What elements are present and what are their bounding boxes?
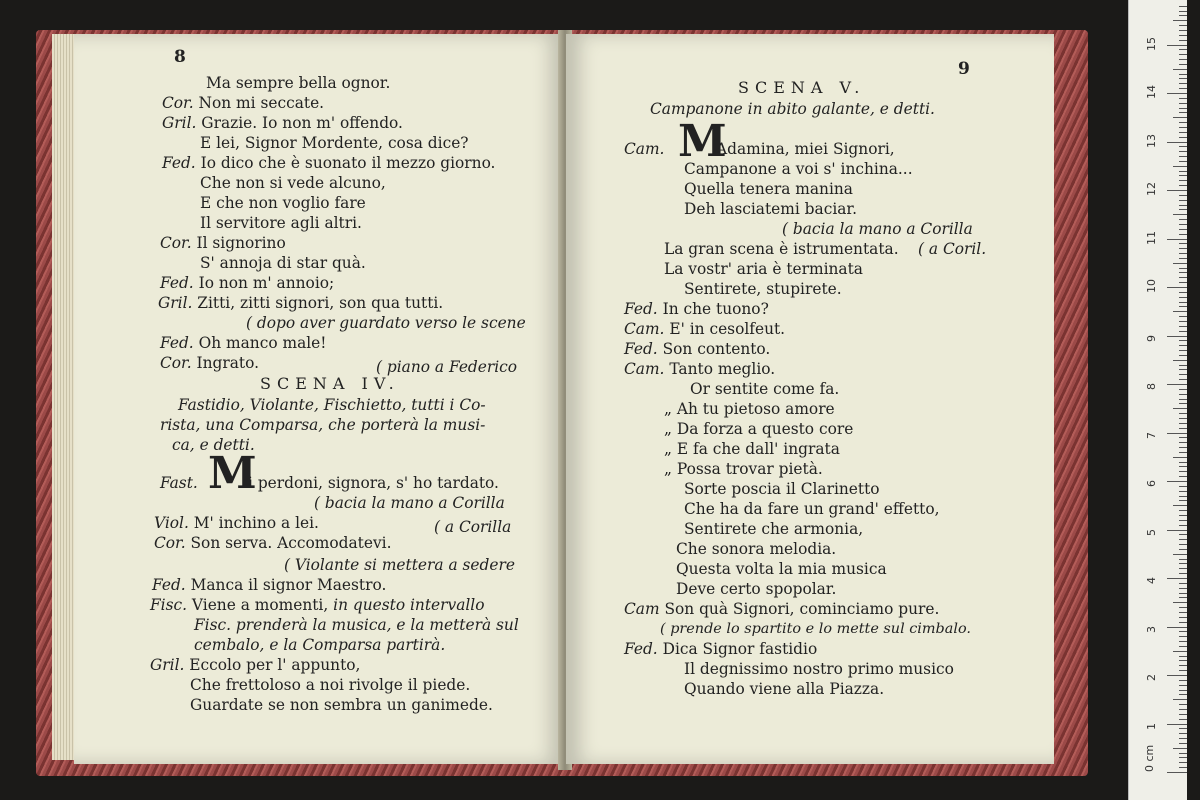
stage-direction: ( a Corilla xyxy=(434,518,512,536)
ruler-tick xyxy=(1179,757,1187,758)
ruler-tick xyxy=(1179,656,1187,657)
ruler-tick xyxy=(1173,360,1187,361)
ruler-tick xyxy=(1173,457,1187,458)
ruler-tick xyxy=(1179,127,1187,128)
page-edges xyxy=(52,34,76,760)
ruler-tick xyxy=(1173,214,1187,215)
ruler-number: 5 xyxy=(1145,528,1158,536)
ruler-tick xyxy=(1167,384,1187,385)
ruler-tick xyxy=(1179,568,1187,569)
ruler-tick xyxy=(1173,117,1187,118)
text-line: Adamina, miei Signori, xyxy=(716,140,895,158)
ruler-tick xyxy=(1179,588,1187,589)
ruler-number: 1 xyxy=(1145,722,1158,730)
ruler-tick xyxy=(1179,350,1187,351)
ruler-tick xyxy=(1173,408,1187,409)
text-line: Fed. Dica Signor fastidio xyxy=(624,640,818,658)
measurement-ruler xyxy=(1128,0,1187,800)
ruler-tick xyxy=(1179,544,1187,545)
text-line: Fed. Io dico che è suonato il mezzo giorno. xyxy=(162,154,496,172)
ruler-tick xyxy=(1179,103,1187,104)
ruler-tick xyxy=(1179,539,1187,540)
ruler-tick xyxy=(1179,302,1187,303)
text-line: Che ha da fare un grand' effetto, xyxy=(684,500,940,518)
ruler-number: 15 xyxy=(1145,36,1158,51)
ruler-tick xyxy=(1179,597,1187,598)
ruler-tick xyxy=(1179,636,1187,637)
ruler-tick xyxy=(1173,748,1187,749)
ruler-tick xyxy=(1179,156,1187,157)
text-line: „ Ah tu pietoso amore xyxy=(664,400,835,418)
ruler-tick xyxy=(1179,151,1187,152)
text-line: Cam. E' in cesolfeut. xyxy=(624,320,786,338)
ruler-tick xyxy=(1173,263,1187,264)
ruler-number: 14 xyxy=(1145,85,1158,99)
ruler-tick xyxy=(1179,767,1187,768)
ruler-tick xyxy=(1173,311,1187,312)
ruler-tick xyxy=(1167,578,1187,579)
ruler-tick xyxy=(1173,20,1187,21)
ruler-tick xyxy=(1167,433,1187,434)
ruler-tick xyxy=(1179,423,1187,424)
ruler-tick xyxy=(1179,670,1187,671)
text-line: Che frettoloso a noi rivolge il piede. xyxy=(190,676,471,694)
ruler-number: 9 xyxy=(1145,334,1158,342)
ruler-tick xyxy=(1179,345,1187,346)
text-line: Fed. Io non m' annoio; xyxy=(160,274,335,292)
ruler-tick xyxy=(1179,549,1187,550)
text-line: Cor. Il signorino xyxy=(160,234,286,252)
cast-list: ca, e detti. xyxy=(172,436,255,454)
text-line: Deve certo spopolar. xyxy=(676,580,837,598)
text-line: Fed. In che tuono? xyxy=(624,300,769,318)
ruler-tick xyxy=(1179,88,1187,89)
text-line: Or sentite come fa. xyxy=(690,380,840,398)
speaker-label: Fast. xyxy=(160,474,198,492)
ruler-number: 10 xyxy=(1145,279,1158,293)
ruler-tick xyxy=(1179,365,1187,366)
ruler-tick xyxy=(1179,738,1187,739)
text-line: E che non voglio fare xyxy=(200,194,366,212)
ruler-number: 4 xyxy=(1145,577,1158,584)
ruler-tick xyxy=(1179,6,1187,7)
ruler-tick xyxy=(1179,171,1187,172)
ruler-tick xyxy=(1179,418,1187,419)
ruler-tick xyxy=(1179,49,1187,50)
ruler-tick xyxy=(1179,243,1187,244)
text-line: Sentirete, stupirete. xyxy=(684,280,842,298)
ruler-tick xyxy=(1179,200,1187,201)
ruler-tick xyxy=(1179,496,1187,497)
ruler-tick xyxy=(1167,627,1187,628)
ruler-tick xyxy=(1179,665,1187,666)
ruler-tick xyxy=(1179,714,1187,715)
ruler-number: 11 xyxy=(1145,230,1158,245)
ruler-tick xyxy=(1179,573,1187,574)
ruler-tick xyxy=(1179,161,1187,162)
ruler-tick xyxy=(1179,11,1187,12)
stage-direction: ( Violante si mettera a sedere xyxy=(284,556,515,574)
ruler-tick xyxy=(1179,394,1187,395)
ruler-number: 12 xyxy=(1145,182,1158,196)
ruler-unit: 0 cm xyxy=(1143,744,1156,772)
ruler-tick xyxy=(1179,520,1187,521)
ruler-tick xyxy=(1179,694,1187,695)
ruler-tick xyxy=(1179,733,1187,734)
ruler-tick xyxy=(1179,137,1187,138)
ruler-tick xyxy=(1179,219,1187,220)
ruler-tick xyxy=(1179,180,1187,181)
text-line: Cor. Non mi seccate. xyxy=(162,94,325,112)
scene-heading: SCENA IV. xyxy=(260,374,400,393)
stage-direction: ( piano a Federico xyxy=(376,358,518,376)
text-line: Il degnissimo nostro primo musico xyxy=(684,660,954,678)
text-line: Sorte poscia il Clarinetto xyxy=(684,480,880,498)
scene-heading: SCENA V. xyxy=(738,78,866,97)
ruler-number: 7 xyxy=(1145,431,1158,439)
drop-cap: M xyxy=(208,448,257,499)
ruler-tick xyxy=(1179,78,1187,79)
ruler-tick xyxy=(1179,399,1187,400)
ruler-tick xyxy=(1179,195,1187,196)
text-line: Sentirete che armonia, xyxy=(684,520,864,538)
ruler-tick xyxy=(1179,306,1187,307)
text-line: Guardate se non sembra un ganimede. xyxy=(190,696,493,714)
drop-cap: M xyxy=(678,116,727,167)
ruler-tick xyxy=(1179,83,1187,84)
ruler-tick xyxy=(1179,331,1187,332)
ruler-tick xyxy=(1173,651,1187,652)
ruler-tick xyxy=(1179,389,1187,390)
ruler-tick xyxy=(1179,437,1187,438)
stage-direction: Fisc. prenderà la musica, e la metterà sul xyxy=(194,616,519,634)
ruler-tick xyxy=(1179,340,1187,341)
ruler-tick xyxy=(1179,753,1187,754)
ruler-tick xyxy=(1179,641,1187,642)
ruler-tick xyxy=(1167,142,1187,143)
stage-direction: ( bacia la mano a Corilla xyxy=(782,220,973,238)
ruler-tick xyxy=(1179,374,1187,375)
ruler-tick xyxy=(1179,728,1187,729)
cast-list: rista, una Comparsa, che porterà la musi- xyxy=(160,416,486,434)
ruler-tick xyxy=(1179,108,1187,109)
ruler-tick xyxy=(1167,93,1187,94)
ruler-tick xyxy=(1179,297,1187,298)
cast-list: Campanone in abito galante, e detti. xyxy=(650,100,935,118)
ruler-number: 6 xyxy=(1145,480,1158,487)
ruler-tick xyxy=(1179,690,1187,691)
ruler-tick xyxy=(1179,122,1187,123)
ruler-tick xyxy=(1179,500,1187,501)
ruler-tick xyxy=(1179,680,1187,681)
ruler-tick xyxy=(1179,64,1187,65)
ruler-tick xyxy=(1179,74,1187,75)
ruler-tick xyxy=(1179,369,1187,370)
ruler-tick xyxy=(1179,563,1187,564)
ruler-tick xyxy=(1179,622,1187,623)
ruler-tick xyxy=(1179,40,1187,41)
ruler-tick xyxy=(1179,559,1187,560)
ruler-tick xyxy=(1179,355,1187,356)
ruler-tick xyxy=(1179,534,1187,535)
text-line: Questa volta la mia musica xyxy=(676,560,887,578)
text-line: Che non si vede alcuno, xyxy=(200,174,386,192)
text-line: Cam Son quà Signori, cominciamo pure. xyxy=(624,600,940,618)
ruler-tick xyxy=(1167,239,1187,240)
ruler-tick xyxy=(1179,321,1187,322)
ruler-tick xyxy=(1179,704,1187,705)
ruler-tick xyxy=(1173,699,1187,700)
ruler-tick xyxy=(1179,234,1187,235)
ruler-tick xyxy=(1179,525,1187,526)
ruler-tick xyxy=(1179,510,1187,511)
text-line: Fed. Oh manco male! xyxy=(160,334,327,352)
ruler-tick xyxy=(1179,709,1187,710)
right-page xyxy=(566,34,1054,764)
text-line: Il servitore agli altri. xyxy=(200,214,362,232)
text-line: Cam. Tanto meglio. xyxy=(624,360,776,378)
ruler-tick xyxy=(1179,660,1187,661)
stage-direction: ( prende lo spartito e lo mette sul cimbalo. xyxy=(660,621,971,637)
ruler-tick xyxy=(1179,224,1187,225)
ruler-tick xyxy=(1179,617,1187,618)
ruler-tick xyxy=(1179,743,1187,744)
text-line: Deh lasciatemi baciar. xyxy=(684,200,857,218)
stage-direction: ( a Coril. xyxy=(918,240,987,258)
ruler-tick xyxy=(1173,602,1187,603)
ruler-tick xyxy=(1179,379,1187,380)
ruler-tick xyxy=(1179,54,1187,55)
text-line: Viol. M' inchino a lei. xyxy=(154,514,319,532)
ruler-tick xyxy=(1179,607,1187,608)
text-line: Quella tenera manina xyxy=(684,180,853,198)
ruler-tick xyxy=(1167,45,1187,46)
ruler-tick xyxy=(1179,428,1187,429)
ruler-tick xyxy=(1179,719,1187,720)
text-line: La vostr' aria è terminata xyxy=(664,260,863,278)
speaker-label: Cam. xyxy=(624,140,665,158)
ruler-tick xyxy=(1179,15,1187,16)
ruler-tick xyxy=(1179,515,1187,516)
ruler-tick xyxy=(1179,248,1187,249)
text-line: Gril. Eccolo per l' appunto, xyxy=(150,656,361,674)
text-line: Campanone a voi s' inchina... xyxy=(684,160,913,178)
ruler-number: 13 xyxy=(1145,133,1158,148)
ruler-tick xyxy=(1179,646,1187,647)
ruler-number: 3 xyxy=(1145,625,1158,633)
ruler-number: 8 xyxy=(1145,383,1158,390)
text-line: Fed. Manca il signor Maestro. xyxy=(152,576,387,594)
text-line: Quando viene alla Piazza. xyxy=(684,680,885,698)
ruler-tick xyxy=(1167,287,1187,288)
ruler-tick xyxy=(1179,466,1187,467)
ruler-tick xyxy=(1179,185,1187,186)
ruler-tick xyxy=(1167,724,1187,725)
ruler-tick xyxy=(1179,762,1187,763)
ruler-tick xyxy=(1167,190,1187,191)
ruler-tick xyxy=(1179,612,1187,613)
page-number: 8 xyxy=(174,47,186,67)
text-line: „ E fa che dall' ingrata xyxy=(664,440,840,458)
ruler-tick xyxy=(1179,209,1187,210)
ruler-tick xyxy=(1167,772,1187,773)
ruler-tick xyxy=(1179,476,1187,477)
text-line: La gran scena è istrumentata. xyxy=(664,240,899,258)
ruler-tick xyxy=(1167,336,1187,337)
page-number: 9 xyxy=(958,59,970,79)
ruler-tick xyxy=(1179,292,1187,293)
ruler-tick xyxy=(1179,59,1187,60)
text-line: Cor. Son serva. Accomodatevi. xyxy=(154,534,392,552)
text-line: Che sonora melodia. xyxy=(676,540,837,558)
cast-list: Fastidio, Violante, Fischietto, tutti i Co- xyxy=(178,396,486,414)
ruler-tick xyxy=(1167,675,1187,676)
ruler-tick xyxy=(1179,205,1187,206)
stage-direction: ( dopo aver guardato verso le scene xyxy=(246,314,526,332)
ruler-tick xyxy=(1179,277,1187,278)
ruler-tick xyxy=(1179,413,1187,414)
text-line: Fisc. Viene a momenti, in questo intervallo xyxy=(150,596,485,614)
ruler-tick xyxy=(1173,554,1187,555)
text-line: Ma sempre bella ognor. xyxy=(206,74,391,92)
text-line: Fed. Son contento. xyxy=(624,340,771,358)
text-line: Gril. Zitti, zitti signori, son qua tutti. xyxy=(158,294,444,312)
text-line: „ Da forza a questo core xyxy=(664,420,854,438)
ruler-tick xyxy=(1179,229,1187,230)
ruler-tick xyxy=(1179,258,1187,259)
ruler-tick xyxy=(1179,146,1187,147)
text-line: i perdoni, signora, s' ho tardato. xyxy=(248,474,499,492)
ruler-tick xyxy=(1179,175,1187,176)
ruler-tick xyxy=(1179,132,1187,133)
ruler-tick xyxy=(1179,403,1187,404)
ruler-tick xyxy=(1179,631,1187,632)
ruler-tick xyxy=(1179,112,1187,113)
ruler-tick xyxy=(1173,69,1187,70)
ruler-tick xyxy=(1179,35,1187,36)
text-line: „ Possa trovar pietà. xyxy=(664,460,823,478)
ruler-tick xyxy=(1179,486,1187,487)
ruler-tick xyxy=(1179,253,1187,254)
ruler-tick xyxy=(1179,30,1187,31)
ruler-tick xyxy=(1179,593,1187,594)
ruler-tick xyxy=(1179,316,1187,317)
stage-direction: ( bacia la mano a Corilla xyxy=(314,494,505,512)
ruler-tick xyxy=(1179,25,1187,26)
left-page xyxy=(74,34,564,764)
ruler-tick xyxy=(1179,442,1187,443)
ruler-tick xyxy=(1179,98,1187,99)
ruler-tick xyxy=(1179,272,1187,273)
ruler-tick xyxy=(1173,505,1187,506)
ruler-tick xyxy=(1179,491,1187,492)
text-line: Cor. Ingrato. xyxy=(160,354,259,372)
ruler-tick xyxy=(1173,166,1187,167)
ruler-tick xyxy=(1179,471,1187,472)
ruler-tick xyxy=(1179,268,1187,269)
text-line: E lei, Signor Mordente, cosa dice? xyxy=(200,134,469,152)
ruler-tick xyxy=(1167,481,1187,482)
ruler-tick xyxy=(1179,452,1187,453)
ruler-tick xyxy=(1179,326,1187,327)
text-line: S' annoja di star quà. xyxy=(200,254,366,272)
ruler-tick xyxy=(1167,530,1187,531)
ruler-tick xyxy=(1179,462,1187,463)
ruler-tick xyxy=(1179,685,1187,686)
text-line: Gril. Grazie. Io non m' offendo. xyxy=(162,114,403,132)
ruler-tick xyxy=(1179,583,1187,584)
ruler-tick xyxy=(1179,447,1187,448)
stage-direction: cembalo, e la Comparsa partirà. xyxy=(194,636,446,654)
ruler-number: 2 xyxy=(1145,674,1158,681)
ruler-tick xyxy=(1179,282,1187,283)
